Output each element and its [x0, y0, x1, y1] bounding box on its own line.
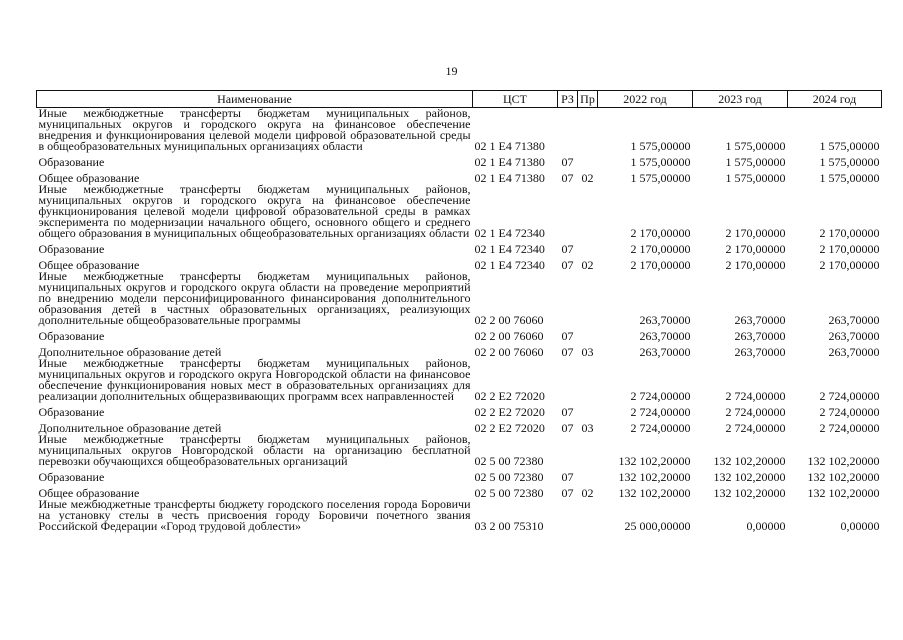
- table-row: [37, 184, 882, 239]
- row-cst: 02 1 Е4 72340: [474, 258, 545, 272]
- row-rz: 07: [561, 405, 574, 419]
- row-cst: 02 5 00 72380: [474, 470, 544, 484]
- row-rz: 07: [561, 258, 574, 272]
- row-2024: 2 170,00000: [819, 226, 880, 240]
- row-pr: [578, 271, 598, 326]
- row-name: Иные межбюджетные трансферты бюджету городского поселения города Боровичи на установку стелы в честь присвоения городу Боровичи почетного звания Российской Федерации «Город трудовой доблести»: [38, 497, 471, 533]
- row-2022: 2 724,00000: [630, 389, 691, 403]
- row-pr: [578, 499, 598, 532]
- row-2024: 132 102,20000: [807, 454, 880, 468]
- row-2024: 263,70000: [828, 345, 880, 359]
- row-rz: [558, 108, 578, 153]
- row-pr: 03: [581, 345, 594, 359]
- row-cst: 02 1 Е4 72340: [474, 226, 545, 240]
- row-rz: 07: [561, 345, 574, 359]
- table-row: [37, 402, 882, 418]
- row-2023: 132 102,20000: [713, 486, 786, 500]
- budget-table: [36, 90, 882, 532]
- row-2022: 132 102,20000: [618, 454, 691, 468]
- row-2022: 263,70000: [639, 329, 691, 343]
- row-cst: 02 2 00 76060: [474, 329, 544, 343]
- row-pr: [578, 434, 598, 467]
- row-name: Дополнительное образование детей: [38, 345, 222, 359]
- row-pr: 02: [581, 258, 594, 272]
- row-name: Общее образование: [38, 171, 140, 185]
- row-rz: 07: [561, 486, 574, 500]
- row-2023: 132 102,20000: [713, 470, 786, 484]
- row-name: Иные межбюджетные трансферты бюджетам муниципальных районов, муниципальных округов и городского округа Новгородской области на финансовое обеспечение функционирования новых мест в образовательных организациях для реализации дополнительных общеразвивающих программ всех направленностей: [38, 356, 471, 403]
- row-pr: [578, 326, 598, 342]
- row-2022: 132 102,20000: [618, 486, 691, 500]
- row-2024: 2 724,00000: [819, 421, 880, 435]
- header-rz: РЗ: [558, 91, 578, 108]
- row-name: Иные межбюджетные трансферты бюджетам муниципальных районов, муниципальных округов и городского округа области на проведение мероприятий по внедрению модели персонифицированного финансирования дополнительного образования детей в частных образовательных организациях, реализующих дополнительные общеобразовательные программы: [38, 269, 471, 327]
- header-cst: ЦСТ: [473, 91, 558, 108]
- table-row: [37, 152, 882, 168]
- row-name: Иные межбюджетные трансферты бюджетам муниципальных районов, муниципальных округов и городского округа на финансовое обеспечение функционирования целевой модели цифровой образовательной среды в рамках эксперимента по модернизации начального общего, основного общего и среднего общего образования в муниципальных общеобразовательных организациях области: [38, 182, 471, 240]
- row-name: Образование: [38, 470, 105, 484]
- row-pr: [578, 239, 598, 255]
- row-pr: 03: [581, 421, 594, 435]
- row-name: Образование: [38, 329, 105, 343]
- row-cst: 02 2 Е2 72020: [474, 389, 545, 403]
- row-cst: 02 5 00 72380: [474, 486, 544, 500]
- row-2023: 2 724,00000: [725, 405, 786, 419]
- row-2023: 1 575,00000: [725, 171, 786, 185]
- row-2023: 1 575,00000: [725, 139, 786, 153]
- row-2023: 2 170,00000: [725, 226, 786, 240]
- row-name: Образование: [38, 242, 105, 256]
- row-cst: 02 2 Е2 72020: [474, 405, 545, 419]
- row-2023: 263,70000: [734, 345, 786, 359]
- row-2023: 0,00000: [746, 519, 786, 533]
- row-2022: 263,70000: [639, 345, 691, 359]
- table-header-row: [37, 91, 882, 108]
- row-cst: 02 2 Е2 72020: [474, 421, 545, 435]
- row-2023: 2 170,00000: [725, 258, 786, 272]
- row-rz: [558, 499, 578, 532]
- row-pr: [578, 152, 598, 168]
- header-name: Наименование: [37, 91, 473, 108]
- row-2023: 2 724,00000: [725, 421, 786, 435]
- row-2023: 2 724,00000: [725, 389, 786, 403]
- header-2023: 2023 год: [693, 91, 788, 108]
- row-rz: [558, 358, 578, 402]
- row-2024: 2 170,00000: [819, 258, 880, 272]
- row-2024: 2 724,00000: [819, 405, 880, 419]
- row-cst: 02 1 Е4 71380: [474, 139, 545, 153]
- row-2023: 263,70000: [734, 313, 786, 327]
- row-2024: 0,00000: [840, 519, 880, 533]
- row-pr: [578, 108, 598, 153]
- table-row: [37, 108, 882, 153]
- row-rz: 07: [561, 155, 574, 169]
- page-number: 19: [445, 64, 458, 78]
- row-2024: 2 170,00000: [819, 242, 880, 256]
- row-name: Иные межбюджетные трансферты бюджетам муниципальных районов, муниципальных округов и городского округа на финансовое обеспечение внедрения и функционирования целевой модели цифровой образовательной среды в общеобразовательных муниципальных организациях области: [38, 106, 471, 153]
- row-2022: 1 575,00000: [630, 139, 691, 153]
- row-2024: 1 575,00000: [819, 155, 880, 169]
- row-rz: 07: [561, 242, 574, 256]
- table-row: [37, 467, 882, 483]
- row-2023: 132 102,20000: [713, 454, 786, 468]
- row-2023: 263,70000: [734, 329, 786, 343]
- table-row: [37, 271, 882, 326]
- row-2022: 263,70000: [639, 313, 691, 327]
- row-2022: 1 575,00000: [630, 155, 691, 169]
- row-pr: [578, 467, 598, 483]
- row-cst: 02 2 00 76060: [474, 313, 544, 327]
- header-2022: 2022 год: [598, 91, 693, 108]
- row-rz: 07: [561, 329, 574, 343]
- header-pr: Пр: [578, 91, 598, 108]
- row-2024: 132 102,20000: [807, 470, 880, 484]
- row-2022: 132 102,20000: [618, 470, 691, 484]
- row-rz: [558, 271, 578, 326]
- table-row: [37, 434, 882, 467]
- row-name: Дополнительное образование детей: [38, 421, 222, 435]
- row-rz: 07: [561, 171, 574, 185]
- row-cst: 02 1 Е4 72340: [474, 242, 545, 256]
- table-row: [37, 326, 882, 342]
- row-rz: 07: [561, 421, 574, 435]
- row-2022: 2 724,00000: [630, 405, 691, 419]
- row-2022: 2 170,00000: [630, 226, 691, 240]
- row-name: Образование: [38, 405, 105, 419]
- row-name: Образование: [38, 155, 105, 169]
- row-2022: 25 000,00000: [624, 519, 691, 533]
- header-2024: 2024 год: [788, 91, 882, 108]
- row-pr: [578, 402, 598, 418]
- row-2024: 1 575,00000: [819, 171, 880, 185]
- row-cst: 02 1 Е4 71380: [474, 155, 545, 169]
- row-rz: [558, 184, 578, 239]
- row-pr: [578, 184, 598, 239]
- row-pr: 02: [581, 486, 594, 500]
- table-row: [37, 499, 882, 532]
- row-2023: 2 170,00000: [725, 242, 786, 256]
- row-name: Общее образование: [38, 486, 140, 500]
- row-cst: 02 1 Е4 71380: [474, 171, 545, 185]
- row-2024: 2 724,00000: [819, 389, 880, 403]
- row-pr: [578, 358, 598, 402]
- row-2023: 1 575,00000: [725, 155, 786, 169]
- row-2024: 1 575,00000: [819, 139, 880, 153]
- row-2022: 1 575,00000: [630, 171, 691, 185]
- row-rz: 07: [561, 470, 574, 484]
- row-cst: 02 5 00 72380: [474, 454, 544, 468]
- row-pr: 02: [581, 171, 594, 185]
- row-cst: 02 2 00 76060: [474, 345, 544, 359]
- table-row: [37, 358, 882, 402]
- row-2022: 2 170,00000: [630, 242, 691, 256]
- table-row: [37, 239, 882, 255]
- row-cst: 03 2 00 75310: [474, 519, 544, 533]
- row-name: Иные межбюджетные трансферты бюджетам муниципальных районов, муниципальных округов Новгородской области на организацию бесплатной перевозки обучающихся общеобразовательных организаций: [38, 432, 471, 468]
- row-2022: 2 724,00000: [630, 421, 691, 435]
- row-2024: 263,70000: [828, 329, 880, 343]
- row-name: Общее образование: [38, 258, 140, 272]
- row-2022: 2 170,00000: [630, 258, 691, 272]
- row-2024: 132 102,20000: [807, 486, 880, 500]
- row-rz: [558, 434, 578, 467]
- row-2024: 263,70000: [828, 313, 880, 327]
